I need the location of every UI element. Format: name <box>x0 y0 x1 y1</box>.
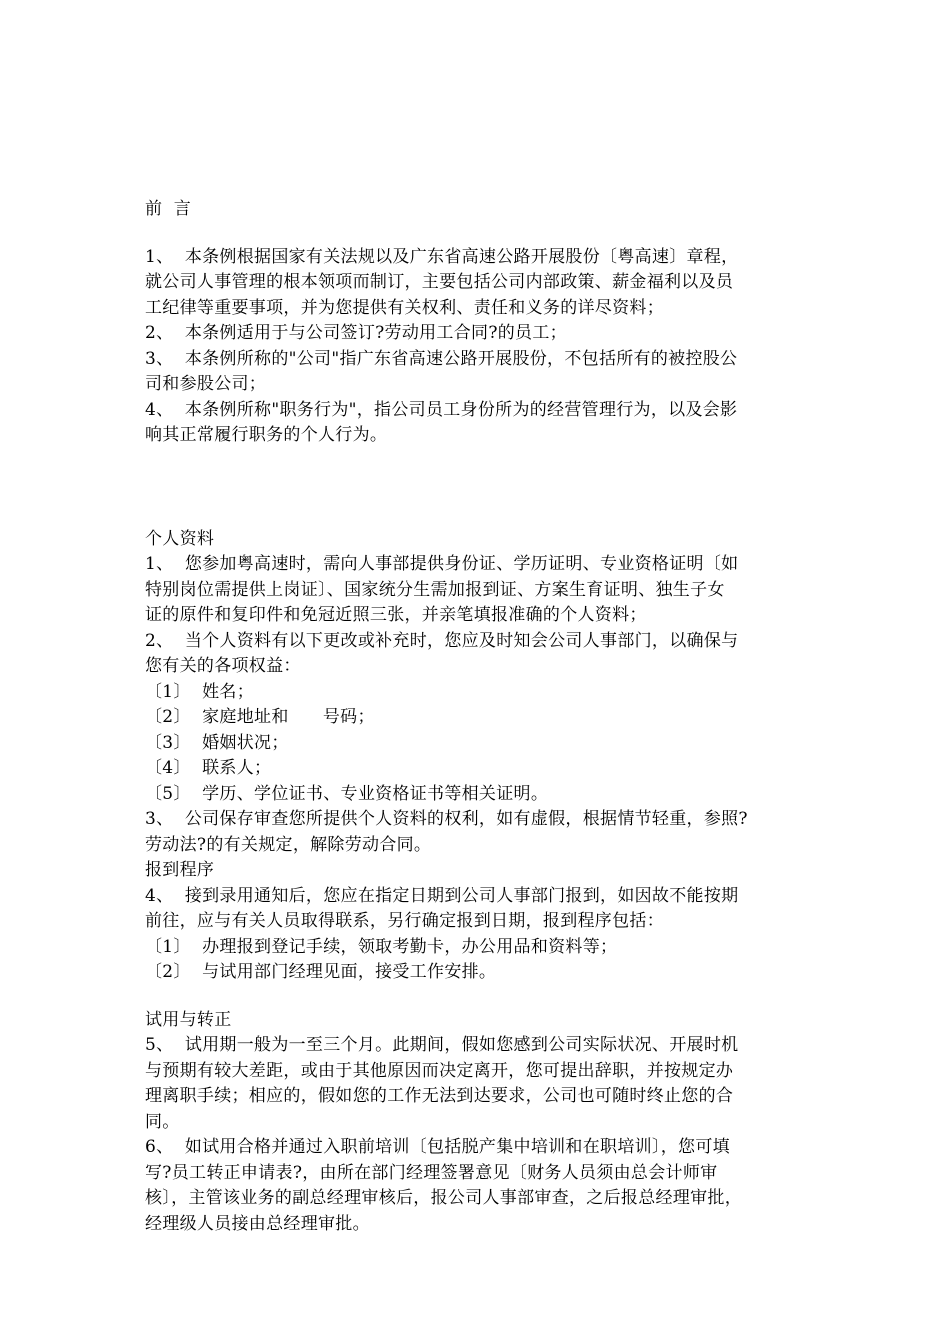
paragraph-line: 响其正常履行职务的个人行为。 <box>145 425 388 445</box>
paragraph-line: 前往，应与有关人员取得联系，另行确定报到日期，报到程序包括： <box>145 911 664 931</box>
spacer <box>145 223 815 245</box>
paragraph-line: 5、 试用期一般为一至三个月。此期间，假如您感到公司实际状况、开展时机 <box>145 1035 739 1055</box>
list-item: 〔5〕 学历、学位证书、专业资格证书等相关证明。 <box>145 783 549 804</box>
list-item: 〔1〕 办理报到登记手续，领取考勤卡，办公用品和资料等； <box>145 936 618 957</box>
personal-section <box>145 552 815 858</box>
paragraph-line: 就公司人事管理的根本领项而制订，主要包括公司内部政策、薪金福利以及员 <box>145 272 734 292</box>
paragraph-line: 6、 如试用合格并通过入职前培训〔包括脱产集中培训和在职培训〕，您可填 <box>145 1137 730 1157</box>
paragraph-line: 理离职手续；相应的，假如您的工作无法到达要求，公司也可随时终止您的合 <box>145 1086 734 1106</box>
paragraph-line: 与预期有较大差距，或由于其他原因而决定离开，您可提出辞职，并按规定办 <box>145 1060 734 1081</box>
report-heading: 报到程序 <box>145 860 215 880</box>
paragraph-line: 您有关的各项权益： <box>145 656 301 676</box>
probation-heading: 试用与转正 <box>145 1009 232 1030</box>
spacer <box>145 986 815 1008</box>
paragraph-line: 劳动法?的有关规定，解除劳动合同。 <box>145 834 432 855</box>
paragraph-line: 1、 您参加粤高速时，需向人事部提供身份证、学历证明、专业资格证明〔如 <box>145 554 739 574</box>
list-item: 〔3〕 婚姻状况； <box>145 732 289 753</box>
paragraph-line: 1、 本条例根据国家有关法规以及广东省高速公路开展股份〔粤高速〕章程， <box>145 246 739 267</box>
preface-section <box>145 245 815 449</box>
list-item: 〔2〕 家庭地址和 号码； <box>145 707 375 727</box>
paragraph-line: 2、 本条例适用于与公司签订?劳动用工合同?的员工； <box>145 323 567 343</box>
paragraph-line: 核〕，主管该业务的副总经理审核后，报公司人事部审查，之后报总经理审批， <box>145 1188 742 1208</box>
list-item: 〔1〕 姓名； <box>145 681 255 702</box>
paragraph-line: 3、 本条例所称的"公司"指广东省高速公路开展股份，不包括所有的被控股公 <box>145 348 738 369</box>
paragraph-line: 3、 公司保存审查您所提供个人资料的权利，如有虚假，根据情节轻重，参照? <box>145 809 748 829</box>
paragraph-line: 2、 当个人资料有以下更改或补充时，您应及时知会公司人事部门，以确保与 <box>145 630 739 651</box>
paragraph-line: 同。 <box>145 1111 180 1132</box>
paragraph-line: 工纪律等重要事项，并为您提供有关权利、责任和义务的详尽资料； <box>145 297 664 318</box>
probation-section <box>145 1033 815 1237</box>
list-item: 〔2〕 与试用部门经理见面，接受工作安排。 <box>145 962 497 982</box>
list-item: 〔4〕 联系人； <box>145 758 272 778</box>
preface-heading: 前 言 <box>145 199 192 219</box>
report-section <box>145 884 815 986</box>
document-body <box>145 197 815 1237</box>
spacer <box>145 449 815 527</box>
paragraph-line: 特别岗位需提供上岗证〕、国家统分生需加报到证、方案生育证明、独生子女 <box>145 579 725 600</box>
paragraph-line: 4、 本条例所称"职务行为"，指公司员工身份所为的经营管理行为，以及会影 <box>145 399 738 420</box>
personal-heading: 个人资料 <box>145 528 215 549</box>
paragraph-line: 4、 接到录用通知后，您应在指定日期到公司人事部门报到，如因故不能按期 <box>145 885 739 906</box>
paragraph-line: 证的原件和复印件和免冠近照三张，并亲笔填报准确的个人资料； <box>145 605 647 625</box>
paragraph-line: 经理级人员接由总经理审批。 <box>145 1213 370 1234</box>
paragraph-line: 司和参股公司； <box>145 374 267 394</box>
paragraph-line: 写?员工转正申请表?，由所在部门经理签署意见〔财务人员须由总会计师审 <box>145 1162 718 1183</box>
